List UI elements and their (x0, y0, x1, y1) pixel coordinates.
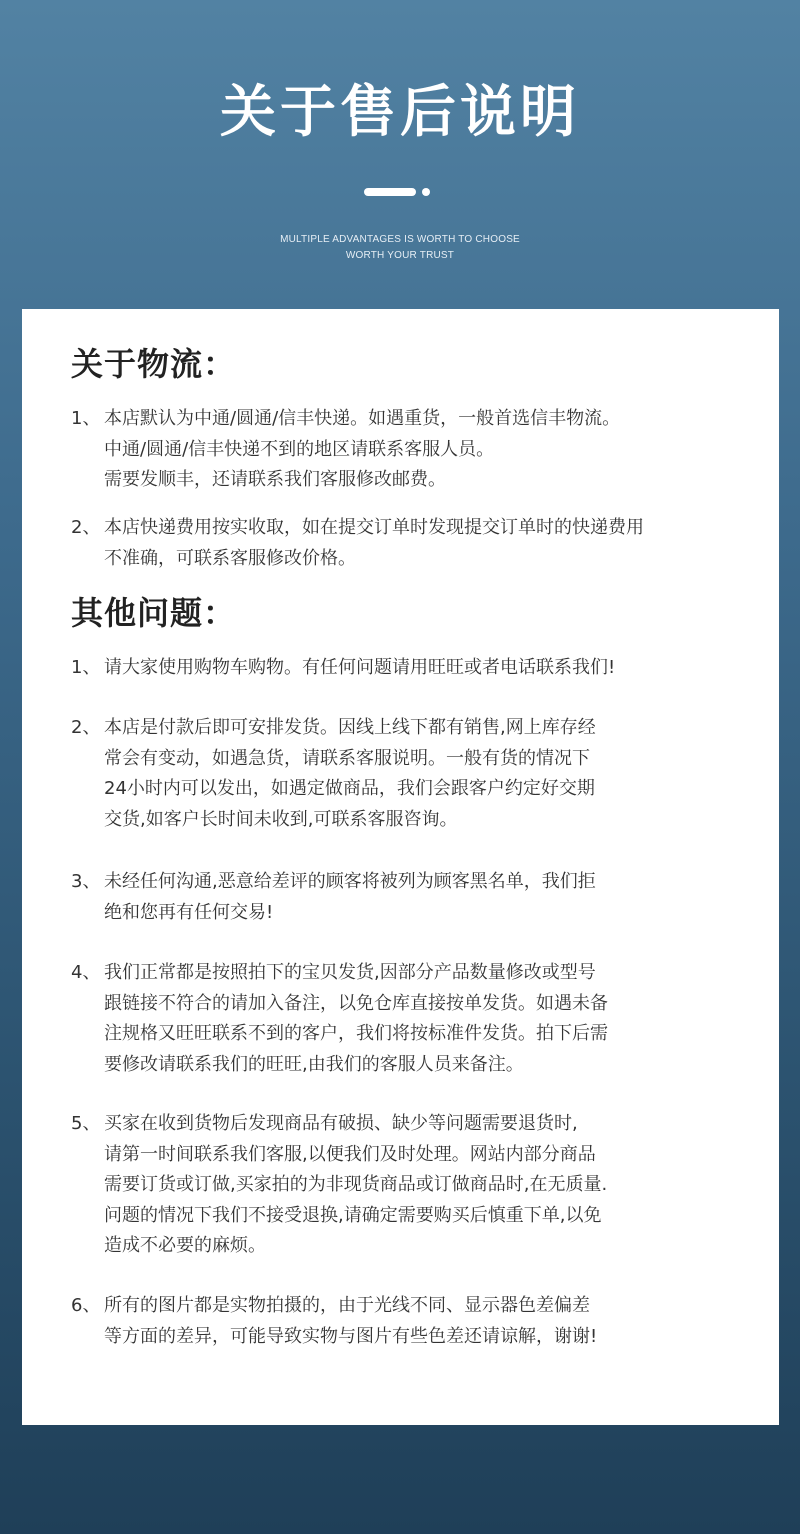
item-line: 问题的情况下我们不接受退换,请确定需要购买后慎重下单,以免 (104, 1204, 602, 1226)
item-line: 需要订货或订做,买家拍的为非现货商品或订做商品时,在无质量. (104, 1174, 608, 1195)
content-card (22, 309, 779, 1425)
logistics-heading: 关于物流： (71, 345, 237, 383)
item-line: 未经任何沟通,恶意给差评的顾客将被列为顾客黑名单，我们拒 (104, 871, 596, 892)
item-line: 中通/圆通/信丰快递不到的地区请联系客服人员。 (104, 438, 495, 460)
item-line: 请第一时间联系我们客服,以便我们及时处理。网站内部分商品 (104, 1143, 596, 1165)
item-line: 造成不必要的麻烦。 (104, 1235, 266, 1256)
item-line: 本店默认为中通/圆通/信丰快递。如遇重货，一般首选信丰物流。 (104, 408, 621, 429)
item-line: 需要发顺丰，还请联系我们客服修改邮费。 (104, 469, 446, 490)
item-number: 3、 (71, 871, 101, 892)
item-line: 不准确，可联系客服修改价格。 (104, 547, 356, 569)
other-heading: 其他问题： (71, 594, 237, 632)
item-line: 买家在收到货物后发现商品有破损、缺少等问题需要退货时, (104, 1113, 578, 1134)
logistics-item-2 (71, 513, 761, 574)
item-line: 本店快递费用按实收取，如在提交订单时发现提交订单时的快递费用 (104, 517, 644, 538)
item-number: 1、 (71, 408, 101, 429)
other-item-1 (71, 653, 761, 684)
other-item-4 (71, 958, 761, 1080)
logistics-item-1 (71, 404, 761, 496)
item-number: 5、 (71, 1113, 101, 1134)
item-number: 2、 (71, 517, 101, 538)
item-line: 本店是付款后即可安排发货。因线上线下都有销售,网上库存经 (104, 717, 596, 738)
item-line: 等方面的差异，可能导致实物与图片有些色差还请谅解，谢谢! (104, 1325, 598, 1347)
other-item-5 (71, 1109, 761, 1262)
other-item-6 (71, 1291, 761, 1352)
item-number: 1、 (71, 657, 101, 678)
item-line: 注规格又旺旺联系不到的客户，我们将按标准件发货。拍下后需 (104, 1023, 608, 1044)
item-line: 常会有变动，如遇急货，请联系客服说明。一般有货的情况下 (104, 747, 590, 769)
item-line: 交货,如客户长时间未收到,可联系客服咨询。 (104, 808, 458, 830)
item-number: 6、 (71, 1295, 101, 1316)
item-line: 跟链接不符合的请加入备注，以免仓库直接按单发货。如遇未备 (104, 992, 608, 1014)
item-line: 请大家使用购物车购物。有任何问题请用旺旺或者电话联系我们! (104, 657, 616, 678)
other-item-2 (71, 713, 761, 835)
item-line: 我们正常都是按照拍下的宝贝发货,因部分产品数量修改或型号 (104, 962, 596, 983)
item-line: 24小时内可以发出，如遇定做商品，我们会跟客户约定好交期 (104, 778, 595, 799)
divider-dot (422, 188, 430, 196)
item-number: 2、 (71, 717, 101, 738)
item-number: 4、 (71, 962, 101, 983)
divider-bar (364, 188, 416, 196)
subtitle-line-2: WORTH YOUR TRUST (345, 250, 455, 261)
subtitle-line-1: MULTIPLE ADVANTAGES IS WORTH TO CHOOSE (280, 234, 520, 245)
item-line: 绝和您再有任何交易! (104, 901, 274, 923)
other-item-3 (71, 867, 761, 928)
item-line: 要修改请联系我们的旺旺,由我们的客服人员来备注。 (104, 1053, 524, 1075)
page-title: 关于售后说明 (220, 80, 580, 145)
item-line: 所有的图片都是实物拍摄的，由于光线不同、显示器色差偏差 (104, 1295, 590, 1316)
title-divider (364, 188, 436, 196)
